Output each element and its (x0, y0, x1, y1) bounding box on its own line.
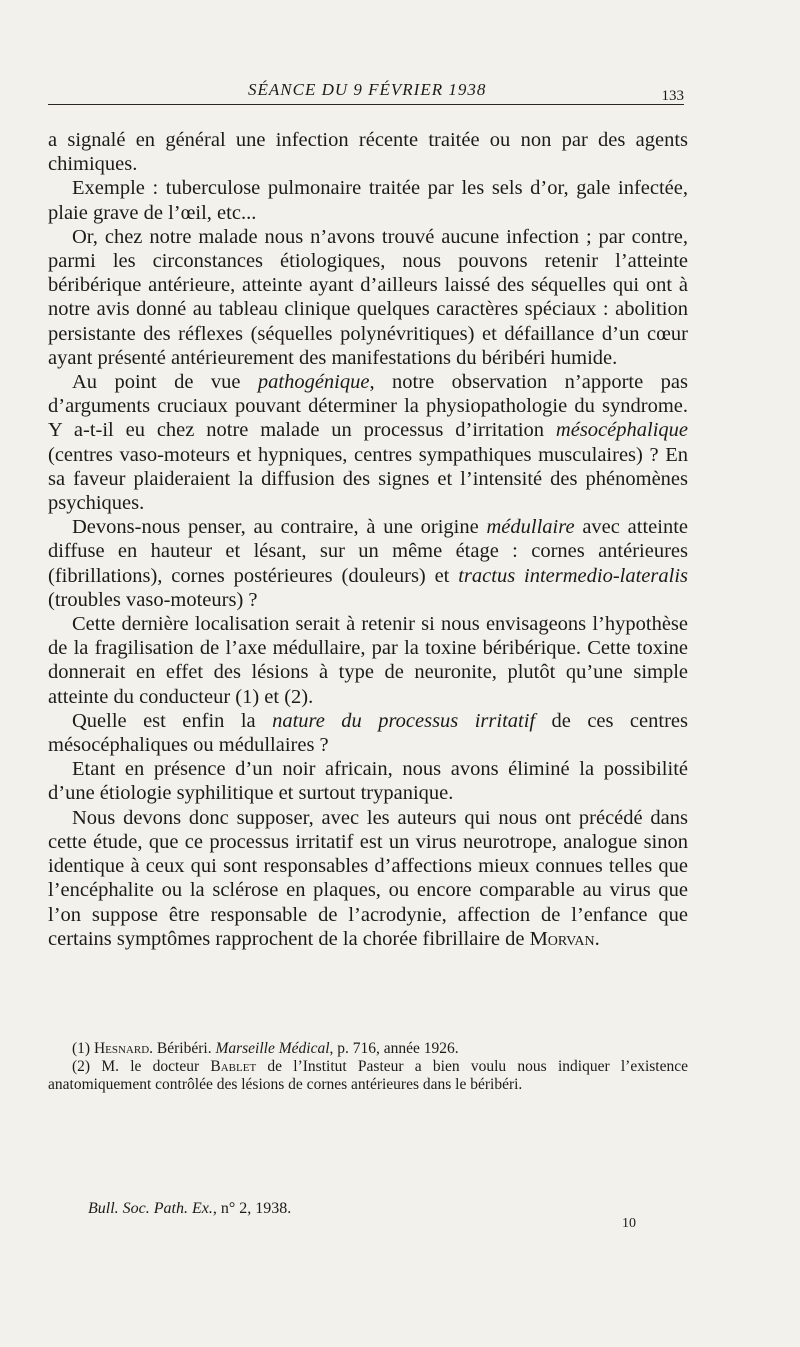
signature-issue: , n° 2, 1938. (212, 1200, 292, 1217)
paragraph-1: a signalé en général une infection récente traitée ou non par des agents chimiques. (48, 129, 688, 176)
running-head (48, 78, 684, 108)
paragraph-3: Or, chez notre malade nous n’avons trouvé aucune infection ; par contre, parmi les circonstances étiologiques, nous pouvons retenir l’atteinte béribérique antérieure, atteinte ayant d’ailleurs laissé des séquelles qui ont à notre avis donné au tableau clinique quelques caractères spéciaux : abolition persistante des réflexes (séquelles polynévritiques) et défaillance d’un cœur ayant présenté antérieurement des manifestations du béribéri humide. (48, 225, 688, 369)
paragraph-9 (48, 806, 688, 951)
footnote-1-text-1: . Béribéri. (149, 1040, 216, 1057)
paragraph-5-text-2: avec atteinte diffuse en hauteur et lésant, sur un même étage : cornes antérieures (fibrillations), cornes postérieures (douleurs) et (48, 516, 688, 587)
footnote-1-author: Hesnard (93, 1040, 150, 1057)
paragraph-5-text-1: Devons-nous penser, au contraire, à une origine (72, 516, 487, 539)
author-morvan: Morvan (529, 927, 595, 950)
header-rule (48, 104, 684, 105)
paragraph-4-text-1: Au point de vue (72, 371, 258, 394)
paragraph-9-text-2: . (594, 927, 600, 950)
paragraph-4 (48, 370, 688, 515)
footnote-2-author: Bablet (210, 1058, 257, 1075)
paragraph-7 (48, 709, 688, 757)
signature-number: 10 (622, 1216, 636, 1231)
paragraph-2: Exemple : tuberculose pulmonaire traitée par les sels d’or, gale infectée, plaie grave de l’œil, etc... (48, 177, 688, 224)
footnote-2 (48, 1058, 688, 1094)
page-number: 133 (661, 88, 684, 104)
paragraph-8: Etant en présence d’un noir africain, nous avons éliminé la possibilité d’une étiologie syphilitique et surtout trypanique. (48, 758, 688, 805)
footnotes (48, 1040, 688, 1094)
running-title: SÉANCE DU 9 FÉVRIER 1938 (248, 80, 487, 99)
paragraph-7-text-2: de ces centres mésocéphaliques ou médullaires ? (48, 709, 688, 757)
paragraph-5 (48, 515, 688, 612)
paragraph-5-text-3: (troubles vaso-moteurs) ? (48, 588, 258, 611)
body-text (48, 128, 688, 951)
signature-journal: Bull. Soc. Path. Ex. (88, 1200, 213, 1217)
term-pathogenique: pathogénique (257, 371, 370, 394)
footnote-1-text-2: , p. 716, année 1926. (329, 1040, 459, 1057)
term-mesocephalique: mésocéphalique (555, 419, 688, 442)
paragraph-9-text-1: Nous devons donc supposer, avec les auteurs qui nous ont précédé dans cette étude, que ce processus irritatif est un virus neurotrope, analogue sinon identique à ceux qui sont responsables d’affections mieux connues telles que l’encéphalite ou la sclérose en plaques, ou encore comparable au virus que l’on suppose être responsable de l’acrodynie, affection de l’enfance que certains symptômes rapprochent de la chorée fibrillaire de (48, 806, 688, 950)
term-nature-processus: nature du processus irritatif (272, 709, 536, 732)
footnote-2-text-1: (2) M. le docteur (72, 1058, 211, 1075)
paragraph-4-text-3: (centres vaso-moteurs et hypniques, centres sympathiques musculaires) ? En sa faveur plaideraient la diffusion des signes et l’intensité des phénomènes psychiques. (48, 443, 688, 515)
footnote-1-journal: Marseille Médical (215, 1040, 330, 1057)
footnote-1-number: (1) (72, 1040, 94, 1057)
paragraph-4-text-2: , notre observation n’apporte pas d’arguments cruciaux pouvant déterminer la physiopathologie du syndrome. Y a-t-il eu chez notre malade un processus d’irritation (48, 371, 688, 442)
term-medullaire: médullaire (486, 516, 575, 539)
term-tractus: tractus intermedio-lateralis (458, 564, 688, 587)
paragraph-6: Cette dernière localisation serait à retenir si nous envisageons l’hypothèse de la fragilisation de l’axe médullaire, par la toxine béribérique. Cette toxine donnerait en effet des lésions à type de neuronite, plutôt qu’une simple atteinte du conducteur (1) et (2). (48, 613, 688, 708)
footnote-2-text-2: de l’Institut Pasteur a bien voulu nous indiquer l’existence anatomiquement contrôlée des lésions de cornes antérieures dans le béribéri. (48, 1058, 688, 1093)
bottom-signature (88, 1200, 291, 1218)
paragraph-7-text-1: Quelle est enfin la (72, 709, 273, 732)
footnote-1 (48, 1040, 688, 1058)
